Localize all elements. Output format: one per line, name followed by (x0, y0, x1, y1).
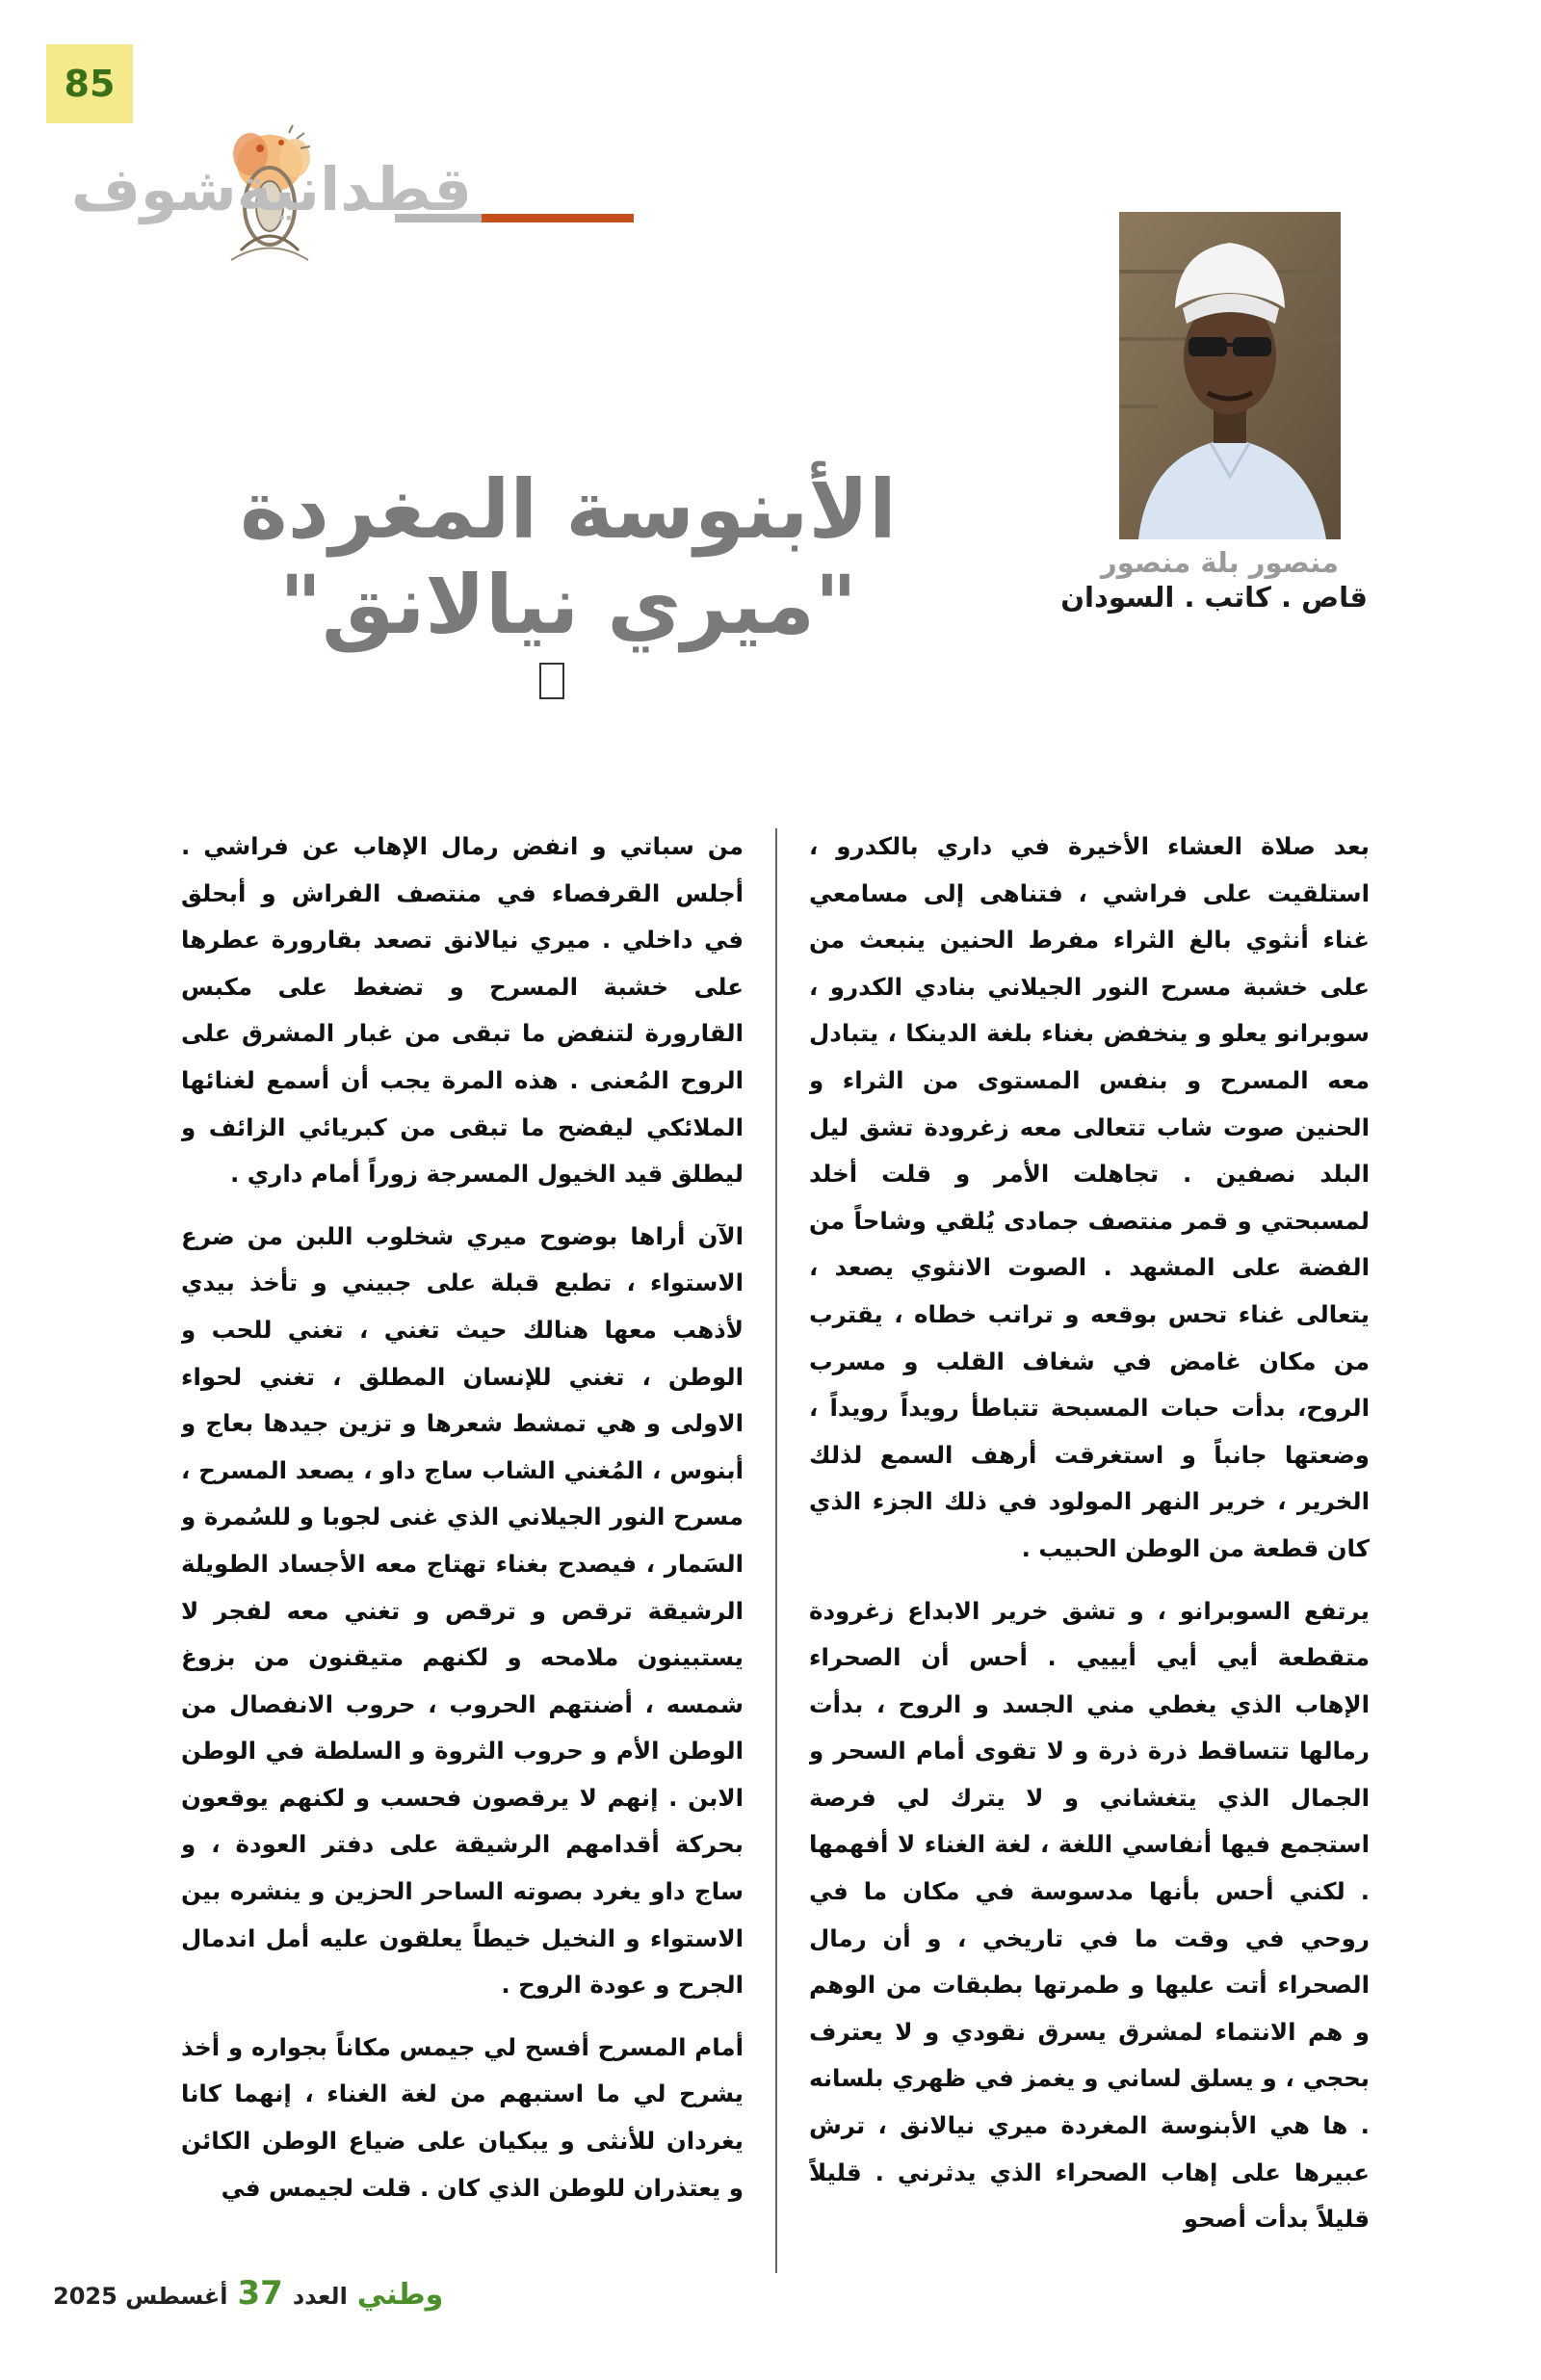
article-column-right (809, 824, 1370, 2288)
magazine-name: وطني (356, 2278, 444, 2312)
author-role: قاص . كاتب . السودان (1060, 581, 1368, 614)
title-line-2: "ميري نيالانق" (279, 558, 857, 653)
paragraph: أمام المسرح أفسح لي جيمس مكاناً بجواره و أخذ يشرح لي ما استبهم من لغة الغناء ، إنهما كانا يغردان للأنثى و يبكيان على ضياع الوطن الكائن و يعتذران للوطن الذي كان . قلت لجيمس في (181, 2032, 744, 2202)
column-divider (775, 828, 777, 2273)
issue-number: 37 (237, 2274, 283, 2313)
section-title: قطدانيةشوف (70, 154, 472, 224)
author-photo (1119, 212, 1341, 539)
issue-date: أغسطس 2025 (53, 2283, 228, 2310)
paragraph: من سباتي و انفض رمال الإهاب عن فراشي . أجلس القرفصاء في منتصف الفراش و أبحلق في داخلي . ميري نيالانق تصعد بقارورة عطرها على خشبة المسرح و تضغط على مكبس القارورة لتنفض ما تبقى من غبار المشرق على الروح المُعنى . هذه المرة يجب أن أسمع لغنائها الملائكي ليفضح ما تبقى من كبريائي الزائف و ليطلق قيد الخيول المسرجة زوراً أمام داري . (181, 832, 744, 1189)
issue-label: العدد (292, 2283, 348, 2310)
paragraph: يرتفع السوبرانو ، و تشق خرير الابداع زغرودة متقطعة أيي أيي أيييي . أحس أن الصحراء الإهاب الذي يغطي مني الجسد و الروح ، بدأت رمالها تتساقط ذرة ذرة و لا تقوى أمام السحر و الجمال الذي يتغشاني و لا يترك لي فرصة استجمع فيها أنفاسي اللغة ، لغة الغناء لا أفهمها . لكني أحس بأنها مدسوسة في مكان ما في روحي في وقت ما في تاريخي ، و أن رمال الصحراء أتت عليها و طمرتها بطبقات من الوهم و هم الانتماء لمشرق يسرق نقودي و لا يعترف بحجي ، و يسلق لساني و يغمز في ظهري بلسانه . ها هي الأبنوسة المغردة ميري نيالانق ، ترش عبيرها على إهاب الصحراء الذي يدثرني . قليلاً قليلاً بدأت أصحو (809, 1596, 1370, 2234)
page-number-badge: 85 (46, 44, 133, 123)
title-line-1: الأبنوسة المغردة (240, 462, 897, 557)
article-column-left (181, 824, 744, 2288)
section-logo (70, 116, 636, 270)
author-portrait-icon (1119, 212, 1341, 539)
page-footer (53, 2274, 443, 2313)
paragraph: بعد صلاة العشاء الأخيرة في داري بالكدرو ، استلقيت على فراشي ، فتناهى إلى مسامعي غناء أنثوي بالغ الثراء مفرط الحنين ينبعث من على خشبة مسرح النور الجيلاني بنادي الكدرو ، سوبرانو يعلو و ينخفض بغناء بلغة الدينكا ، يتبادل معه المسرح و بنفس المستوى من الثراء و الحنين صوت شاب تتعالى معه زغرودة تشق ليل البلد نصفين . تجاهلت الأمر و قلت أخلد لمسبحتي و قمر منتصف جمادى يُلقي وشاحاً من الفضة على المشهد . الصوت الانثوي يصعد ، يتعالى غناء تحس بوقعه و تراتب خطاه ، يقترب من مكان غامض في شغاف القلب و مسرب الروح، بدأت حبات المسبحة تتباطأ رويداً رويداً ، وضعتها جانباً و استغرقت أرهف السمع لذلك الخرير ، خرير النهر المولود في ذلك الجزء الذي كان قطعة من الوطن الحبيب . (809, 832, 1370, 1562)
author-name: منصور بلة منصور (1101, 546, 1339, 579)
title-marker-box (539, 663, 564, 699)
paragraph: الآن أراها بوضوح ميري شخلوب اللبن من ضرع الاستواء ، تطبع قبلة على جبيني و تأخذ بيدي لأذهب معها هنالك حيث تغني ، تغني للحب و الوطن ، تغني للإنسان المطلق ، تغني لحواء الاولى و هي تمشط شعرها و تزين جيدها بعاج و أبنوس ، المُغني الشاب ساج داو ، يصعد المسرح ، مسرح النور الجيلاني الذي غنى لجوبا و للسُمرة و السَمار ، فيصدح بغناء تهتاج معه الأجساد الطويلة الرشيقة ترقص و ترقص و تغني معه لفجر لا يستبينون ملامحه و لكنهم متيقنون من بزوغ شمسه ، أضنتهم الحروب ، حروب الانفصال من الوطن الأم و حروب الثروة و السلطة في الوطن الابن . إنهم لا يرقصون فحسب و لكنهم يوقعون بحركة أقدامهم الرشيقة على دفتر العودة ، و ساج داو يغرد بصوته الساحر الحزين و ينشره بين الاستواء و النخيل خيطاً يعلقون عليه أمل اندمال الجرح و عودة الروح . (181, 1221, 744, 2000)
article-title (231, 462, 905, 653)
